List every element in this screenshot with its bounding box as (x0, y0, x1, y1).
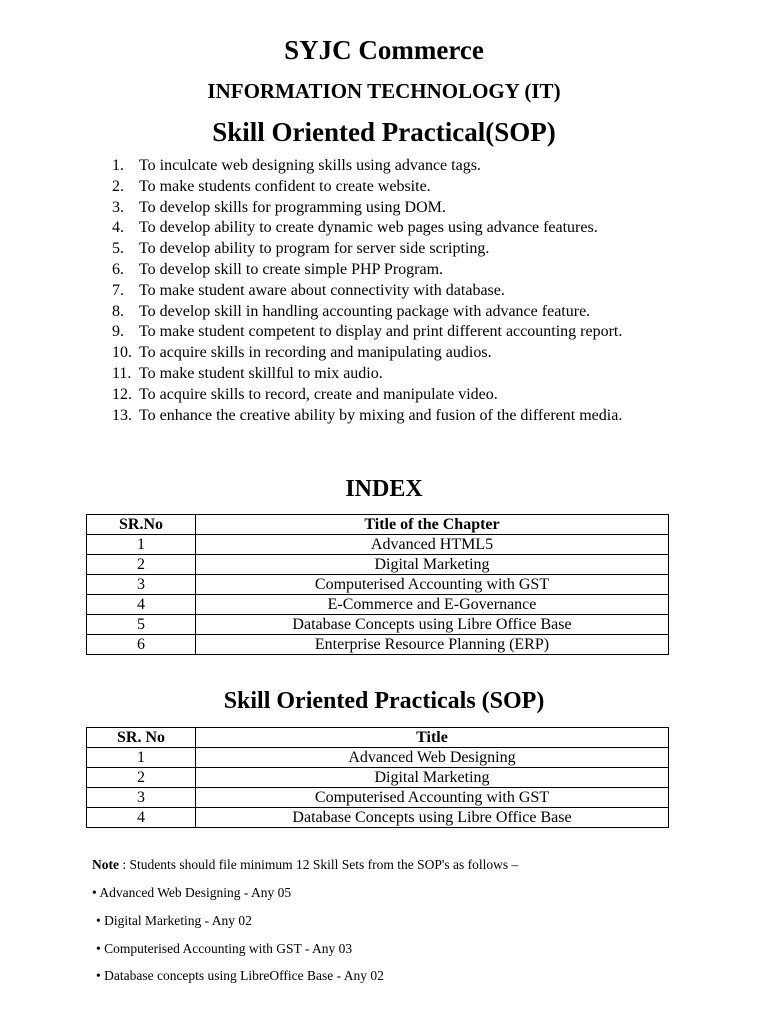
objective-number: 11. (112, 364, 132, 382)
objective-item (112, 302, 672, 323)
objective-number: 1. (112, 157, 124, 174)
objectives-list (112, 156, 672, 426)
table-row (87, 595, 669, 615)
index-table (86, 514, 669, 655)
objective-item (112, 406, 672, 427)
objective-item (112, 177, 672, 198)
objective-number: 10. (112, 344, 132, 362)
objective-number: 6. (112, 260, 124, 278)
sop-table-heading: Skill Oriented Practicals (SOP) (223, 688, 545, 714)
chapter-title-cell: Enterprise Resource Planning (ERP) (196, 635, 669, 655)
chapter-title-cell: E-Commerce and E-Governance (196, 595, 669, 615)
objective-item (112, 198, 672, 219)
table-row (87, 635, 669, 655)
objective-text: To acquire skills in recording and manipulating audios. (139, 344, 492, 362)
note-item: • Advanced Web Designing - Any 05 (92, 885, 292, 900)
note-text: : Students should file minimum 12 Skill Sets from the SOP's as follows – (119, 857, 519, 872)
document-title: SYJC Commerce (284, 35, 484, 65)
chapter-title-cell: Database Concepts using Libre Office Base (196, 615, 669, 635)
objective-text: To make student aware about connectivity with database. (139, 281, 505, 299)
practical-title-cell: Advanced Web Designing (196, 748, 669, 768)
objective-number: 8. (112, 302, 124, 320)
objective-item (112, 281, 672, 302)
objective-text: To make student competent to display and print different accounting report. (139, 323, 623, 341)
table-header-row (87, 515, 669, 535)
table-row (87, 575, 669, 595)
column-header-chapter-title: Title of the Chapter (196, 515, 669, 535)
objective-number: 5. (112, 240, 124, 258)
chapter-title-cell: Digital Marketing (196, 555, 669, 575)
sr-no-cell: 1 (87, 535, 196, 555)
chapter-title-cell: Advanced HTML5 (196, 535, 669, 555)
table-row (87, 748, 669, 768)
sr-no-cell: 3 (87, 788, 196, 808)
sr-no-cell: 3 (87, 575, 196, 595)
sop-table (86, 727, 669, 828)
sr-no-cell: 2 (87, 768, 196, 788)
objective-text: To develop skills for programming using DOM. (139, 198, 446, 216)
sr-no-cell: 6 (87, 635, 196, 655)
objective-text: To enhance the creative ability by mixing and fusion of the different media. (139, 406, 623, 424)
sr-no-cell: 2 (87, 555, 196, 575)
objective-item (112, 260, 672, 281)
objective-text: To inculcate web designing skills using advance tags. (139, 157, 481, 174)
table-row (87, 615, 669, 635)
objective-item (112, 156, 672, 177)
objective-number: 2. (112, 177, 124, 195)
objective-text: To acquire skills to record, create and manipulate video. (139, 385, 498, 403)
index-heading: INDEX (345, 476, 423, 502)
objective-item (112, 385, 672, 406)
sr-no-cell: 1 (87, 748, 196, 768)
note-item: • Computerised Accounting with GST - Any 03 (96, 941, 353, 956)
table-row (87, 788, 669, 808)
objective-text: To make students confident to create website. (139, 177, 431, 195)
note-item: • Database concepts using LibreOffice Base - Any 02 (96, 968, 384, 983)
table-row (87, 555, 669, 575)
objective-number: 7. (112, 281, 124, 299)
sr-no-cell: 5 (87, 615, 196, 635)
objective-text: To develop ability to program for server side scripting. (139, 240, 490, 258)
column-header-title: Title (196, 728, 669, 748)
objective-text: To develop skill to create simple PHP Program. (139, 260, 444, 278)
chapter-title-cell: Computerised Accounting with GST (196, 575, 669, 595)
objective-number: 3. (112, 198, 124, 216)
objective-text: To develop ability to create dynamic web pages using advance features. (139, 219, 598, 237)
table-header-row (87, 728, 669, 748)
table-row (87, 535, 669, 555)
column-header-sr-no: SR. No (87, 728, 196, 748)
column-header-sr-no: SR.No (87, 515, 196, 535)
objective-number: 9. (112, 323, 124, 341)
note-label: Note (92, 857, 119, 872)
practical-title-cell: Digital Marketing (196, 768, 669, 788)
objective-number: 12. (112, 385, 132, 403)
objective-text: To make student skillful to mix audio. (139, 364, 383, 382)
sop-heading: Skill Oriented Practical(SOP) (212, 117, 556, 147)
practical-title-cell: Computerised Accounting with GST (196, 788, 669, 808)
table-row (87, 808, 669, 828)
objective-item (112, 343, 672, 364)
objective-number: 4. (112, 219, 124, 237)
objective-item (112, 218, 672, 239)
objective-text: To develop skill in handling accounting package with advance feature. (139, 302, 591, 320)
note-item: • Digital Marketing - Any 02 (96, 913, 252, 928)
objective-number: 13. (112, 406, 132, 424)
sr-no-cell: 4 (87, 808, 196, 828)
objective-item (112, 322, 672, 343)
document-subtitle: INFORMATION TECHNOLOGY (IT) (207, 79, 561, 103)
note-line (92, 856, 518, 874)
objective-item (112, 239, 672, 260)
table-row (87, 768, 669, 788)
practical-title-cell: Database Concepts using Libre Office Base (196, 808, 669, 828)
sr-no-cell: 4 (87, 595, 196, 615)
objective-item (112, 364, 672, 385)
